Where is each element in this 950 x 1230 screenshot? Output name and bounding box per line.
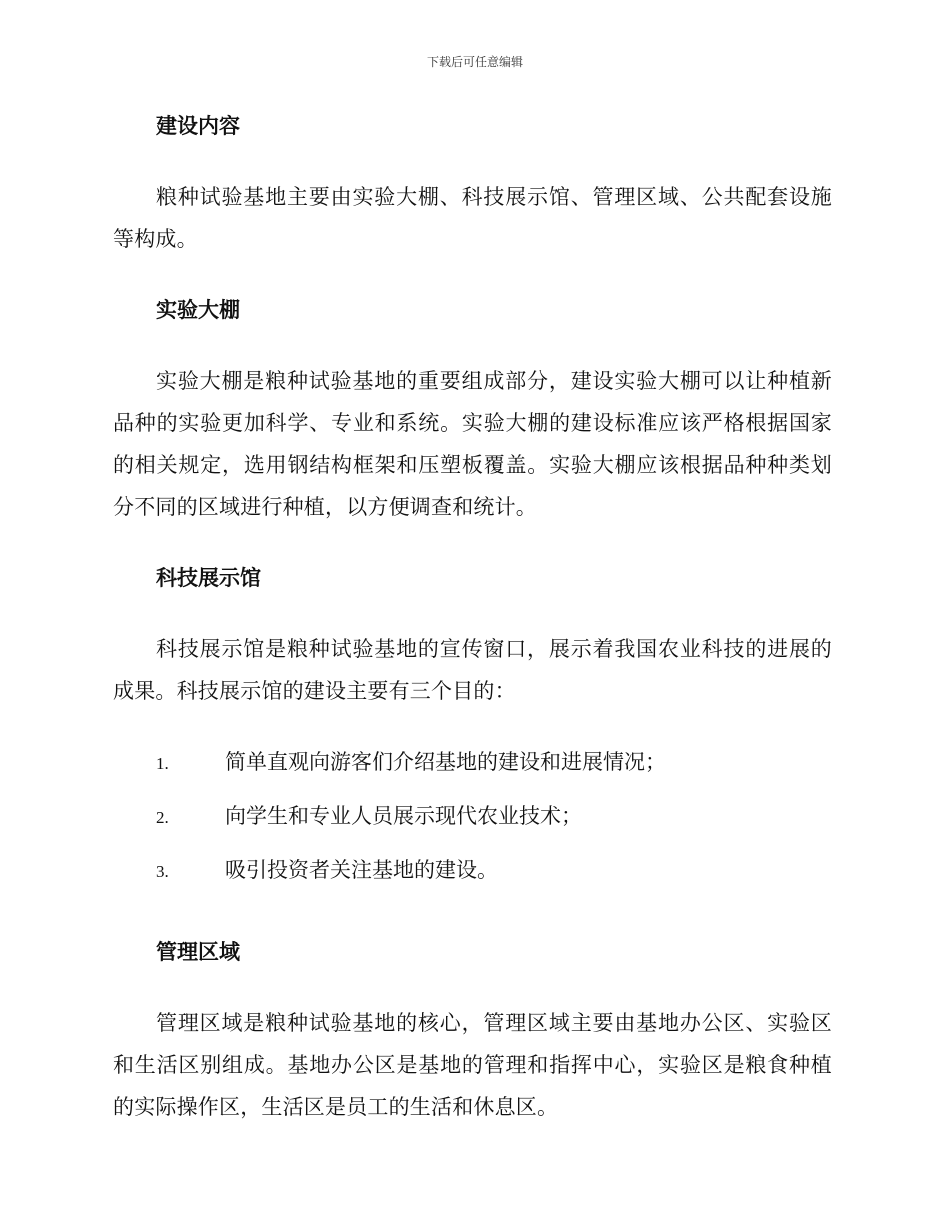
document-body (113, 106, 832, 1158)
list-item-text: 吸引投资者关注基地的建设。 (225, 858, 498, 882)
exhibition-purpose-list (113, 742, 832, 904)
list-item (113, 742, 832, 796)
list-item-number: 3. (156, 862, 169, 881)
section-heading-management: 管理区域 (156, 940, 240, 964)
section-heading-exhibition: 科技展示馆 (156, 566, 261, 590)
list-item-text: 简单直观向游客们介绍基地的建设和进展情况； (225, 750, 666, 774)
paragraph-construction: 粮种试验基地主要由实验大棚、科技展示馆、管理区域、公共配套设施等构成。 (113, 185, 832, 251)
list-item-text: 向学生和专业人员展示现代农业技术； (225, 804, 582, 828)
list-item (113, 796, 832, 850)
header-note: 下载后可任意编辑 (426, 55, 523, 69)
section-heading-greenhouse: 实验大棚 (156, 298, 240, 322)
list-item (113, 850, 832, 904)
list-item-number: 2. (156, 808, 169, 827)
section-heading-construction: 建设内容 (156, 114, 240, 138)
paragraph-management: 管理区域是粮种试验基地的核心，管理区域主要由基地办公区、实验区和生活区别组成。基地办公区是基地的管理和指挥中心，实验区是粮食种植的实际操作区，生活区是员工的生活和休息区。 (113, 1011, 832, 1119)
list-item-number: 1. (156, 754, 169, 773)
paragraph-greenhouse: 实验大棚是粮种试验基地的重要组成部分，建设实验大棚可以让种植新品种的实验更加科学、专业和系统。实验大棚的建设标准应该严格根据国家的相关规定，选用钢结构框架和压塑板覆盖。实验大棚应该根据品种种类划分不同的区域进行种植，以方便调查和统计。 (113, 369, 832, 519)
paragraph-exhibition: 科技展示馆是粮种试验基地的宣传窗口，展示着我国农业科技的进展的成果。科技展示馆的建设主要有三个目的： (113, 637, 832, 703)
